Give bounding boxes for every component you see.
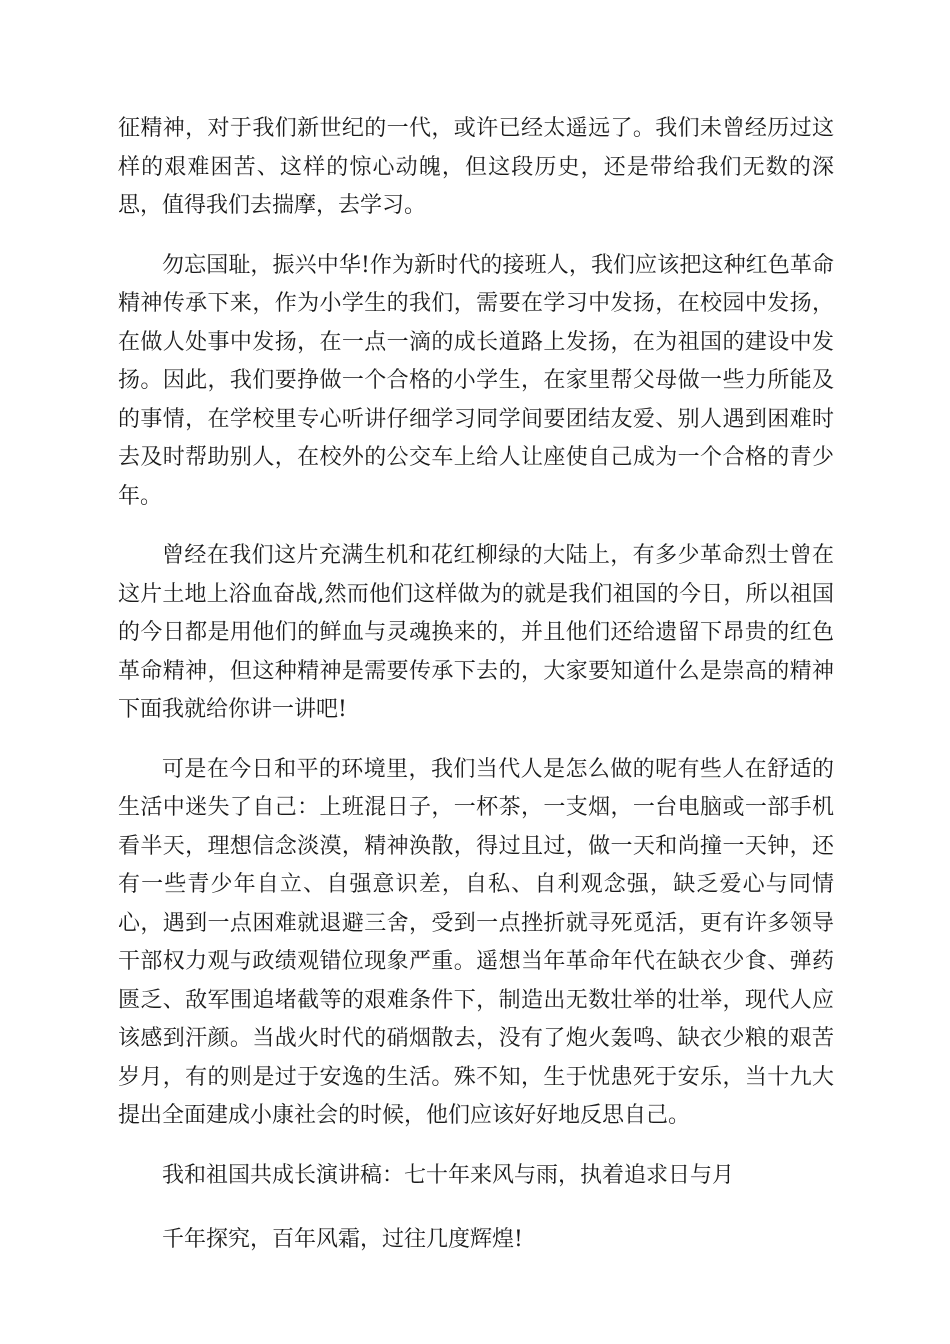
paragraph-never-forget: 勿忘国耻，振兴中华!作为新时代的接班人，我们应该把这种红色革命精神传承下来，作为小学生的我们，需要在学习中发扬，在校园中发扬，在做人处事中发扬，在一点一滴的成长道路上发扬，在为祖国的建设中发扬。因此，我们要挣做一个合格的小学生，在家里帮父母做一些力所能及的事情，在学校里专心听讲仔细学习同学间要团结友爱、别人遇到困难时去及时帮助别人，在校外的公交车上给人让座使自己成为一个合格的青少年。	[118, 252, 834, 509]
closing-line: 千年探究，百年风霜，过往几度辉煌!	[162, 1227, 523, 1252]
document-body	[118, 110, 834, 1286]
speech-title-line: 我和祖国共成长演讲稿：七十年来风与雨，执着追求日与月	[162, 1162, 735, 1188]
paragraph-continuation: 征精神，对于我们新世纪的一代，或许已经太遥远了。我们未曾经历过这样的艰难困苦、这样的惊心动魄，但这段历史，还是带给我们无数的深思，值得我们去揣摩，去学习。	[118, 116, 834, 218]
paragraph-modern-era: 可是在今日和平的环境里，我们当代人是怎么做的呢有些人在舒适的生活中迷失了自己：上班混日子，一杯茶，一支烟，一台电脑或一部手机看半天，理想信念淡漠，精神涣散，得过且过，做一天和尚撞一天钟，还有一些青少年自立、自强意识差，自私、自利观念强，缺乏爱心与同情心，遇到一点困难就退避三舍，受到一点挫折就寻死觅活，更有许多领导干部权力观与政绩观错位现象严重。遥想当年革命年代在缺衣少食、弹药匮乏、敌军围追堵截等的艰难条件下，制造出无数壮举的壮举，现代人应该感到汗颜。当战火时代的硝烟散去，没有了炮火轰鸣、缺衣少粮的艰苦岁月，有的则是过于安逸的生活。殊不知，生于忧患死于安乐，当十九大提出全面建成小康社会的时候，他们应该好好地反思自己。	[118, 756, 834, 1128]
paragraph-martyrs: 曾经在我们这片充满生机和花红柳绿的大陆上，有多少革命烈士曾在这片土地上浴血奋战,然而他们这样做为的就是我们祖国的今日，所以祖国的今日都是用他们的鲜血与灵魂换来的，并且他们还给遗留下昂贵的红色革命精神，但这种精神是需要传承下去的，大家要知道什么是崇高的精神下面我就给你讲一讲吧!	[118, 543, 834, 722]
